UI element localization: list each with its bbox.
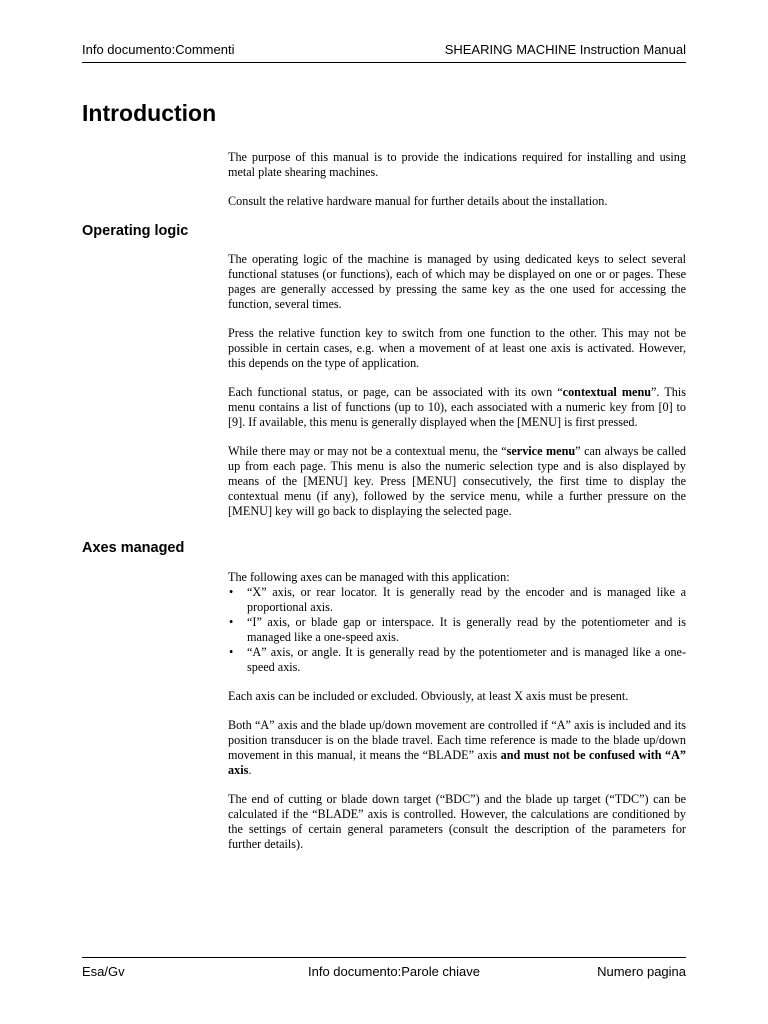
operating-logic-heading: Operating logic [82, 223, 189, 239]
header-manual-title: SHEARING MACHINE Instruction Manual [444, 42, 686, 57]
footer-author: Esa/Gv [82, 964, 125, 979]
operating-logic-paragraph-2: Press the relative function key to switch from one function to the other. This may not be possible in certain cases, e.g. when a movement of at least one axis is activated. However, this depends on the type of application. [228, 326, 686, 370]
axes-list [228, 585, 686, 675]
intro-section [228, 150, 686, 223]
axes-managed-heading: Axes managed [82, 540, 185, 556]
paragraph-text: Both “A” axis and the blade up/down movement are controlled if “A” axis is included and its position transducer is on the blade travel. Each time reference is made to the blade up/down movement in this manual, it means the “BLADE” axis [228, 718, 686, 762]
axes-intro: The following axes can be managed with this application: [228, 570, 510, 584]
axis-x-description: “X” axis, or rear locator. It is generally read by the encoder and is managed like a proportional axis. [247, 585, 686, 614]
paragraph-text: Each functional status, or page, can be associated with its own “ [228, 385, 563, 399]
warning-emphasis: and must not be confused with “A” axis [228, 748, 686, 777]
operating-logic-paragraph-3 [228, 385, 686, 430]
list-item [228, 585, 686, 615]
service-menu-term: service menu [506, 444, 576, 458]
list-item [228, 645, 686, 675]
paragraph-text: While there may or may not be a contextual menu, the “ [228, 444, 507, 458]
intro-paragraph-1: The purpose of this manual is to provide the indications required for installing and using metal plate shearing machines. [228, 150, 686, 179]
bullet-icon: • [229, 615, 234, 629]
page-title: Introduction [82, 100, 217, 126]
operating-logic-paragraph-1: The operating logic of the machine is managed by using dedicated keys to select several functional statuses (or functions), each of which may be displayed on one or or pages. These pages are generally accessed by pressing the same key as the one used for accessing the function, several times. [228, 252, 686, 311]
bullet-icon: • [229, 585, 234, 599]
axis-i-description: “I” axis, or blade gap or interspace. It is generally read by the potentiometer and is managed like a one-speed axis. [247, 615, 686, 644]
axes-paragraph-2 [228, 718, 686, 778]
header-divider [82, 62, 686, 63]
paragraph-text: ”. This menu contains a list of functions (up to 10), each associated with a numeric key from [0] to [9]. If available, this menu is generally displayed when the [MENU] is first pressed. [228, 385, 686, 429]
footer-keywords: Info documento:Parole chiave [308, 964, 480, 979]
intro-paragraph-2: Consult the relative hardware manual for further details about the installation. [228, 194, 608, 208]
footer-page-number: Numero pagina [597, 964, 686, 979]
footer-divider [82, 957, 686, 958]
paragraph-text: ” can always be called up from each page. This menu is also the numeric selection type and is also displayed by means of the [MENU] key. Press [MENU] consecutively, the first time to display the contextual menu (if any), followed by the service menu, while a further pressure on the [MENU] key will go back to displaying the selected page. [228, 444, 686, 518]
paragraph-text: . [248, 763, 252, 777]
axis-a-description: “A” axis, or angle. It is generally read by the potentiometer and is managed like a one-speed axis. [247, 645, 686, 674]
axes-paragraph-1: Each axis can be included or excluded. Obviously, at least X axis must be present. [228, 689, 629, 703]
axes-paragraph-3: The end of cutting or blade down target (“BDC”) and the blade up target (“TDC”) can be calculated if the “BLADE” axis is controlled. However, the calculations are conditioned by the settings of certain general parameters (consult the description of the parameters for further details). [228, 792, 686, 851]
operating-logic-section [228, 252, 686, 533]
contextual-menu-term: contextual menu [562, 385, 652, 399]
bullet-icon: • [229, 645, 234, 659]
axes-managed-section [228, 570, 686, 866]
list-item [228, 615, 686, 645]
header-document-info: Info documento:Commenti [82, 42, 235, 57]
operating-logic-paragraph-4 [228, 444, 686, 519]
